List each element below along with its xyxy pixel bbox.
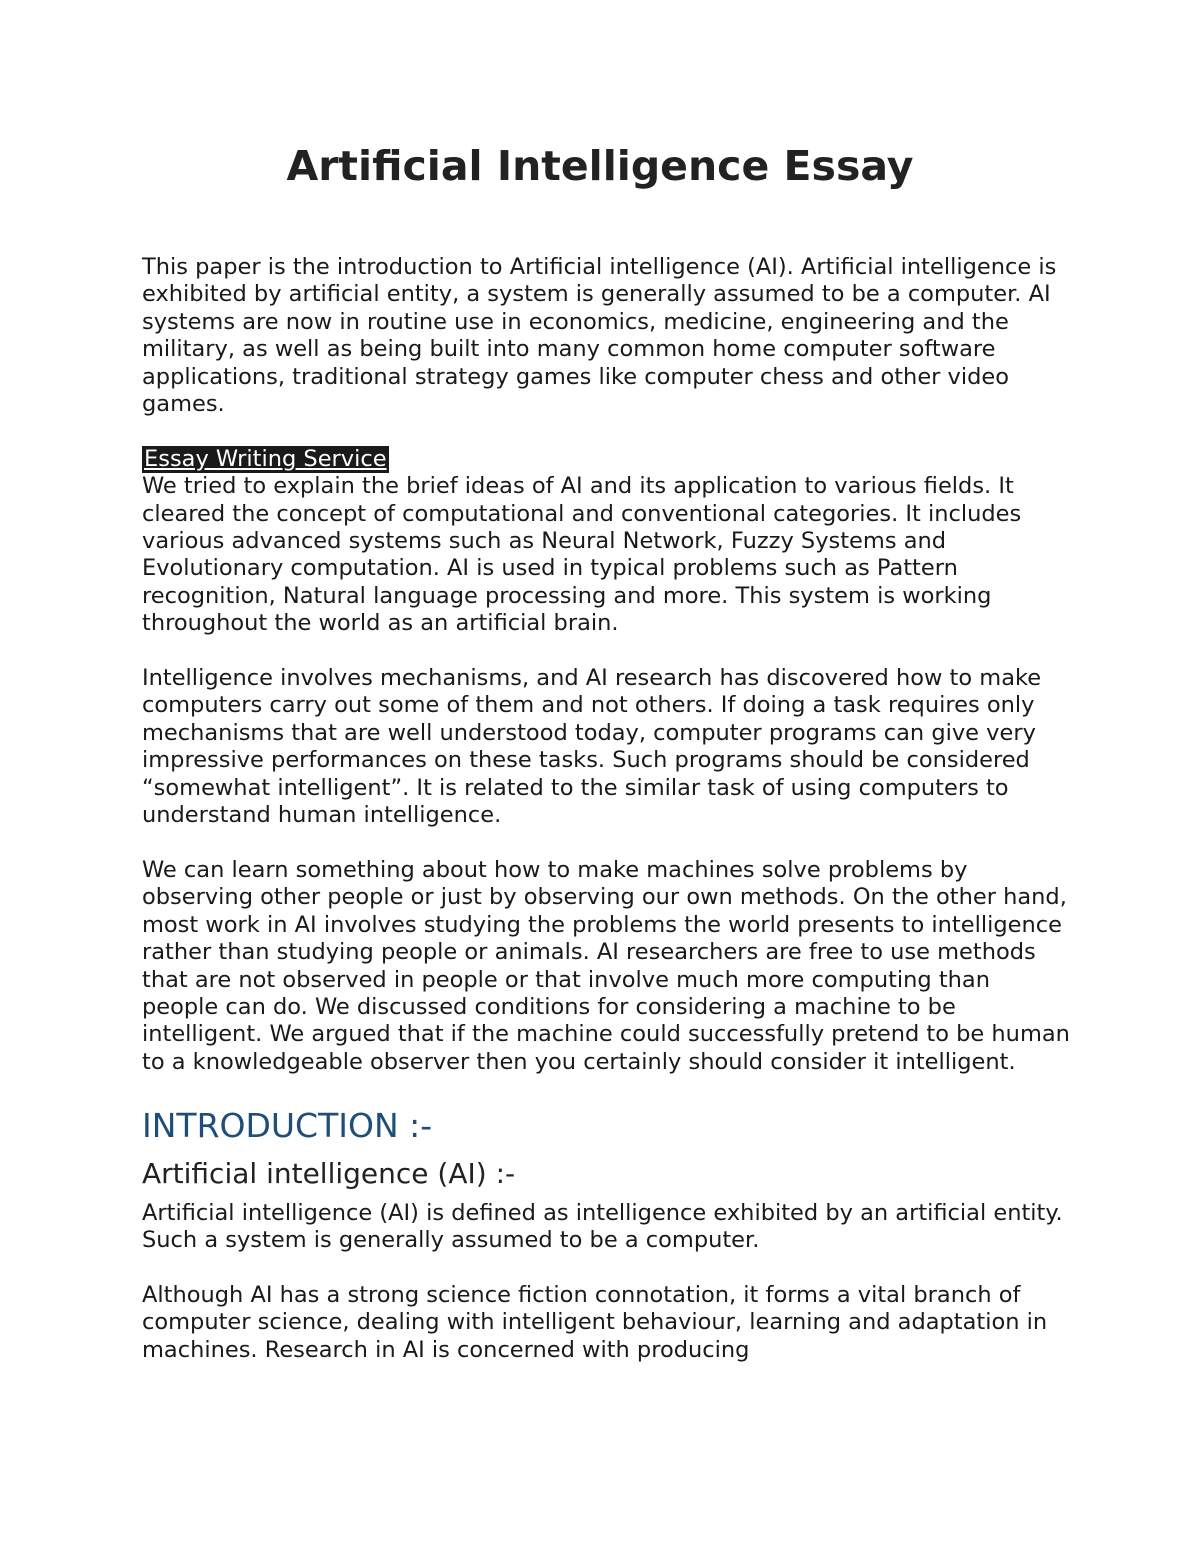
intro-paragraph-2: Although AI has a strong science fiction connotation, it forms a vital branch of computer science, dealing with intelligent behaviour, learning and adaptation in machines. Research in AI is concerned with producing (142, 1281, 1048, 1363)
heading-artificial-intelligence: Artificial intelligence (AI) :- (142, 1156, 516, 1190)
heading-introduction: INTRODUCTION :- (142, 1105, 433, 1145)
document-body (142, 254, 1072, 1364)
paragraph-2: We tried to explain the brief ideas of AI and its application to various fields. It cleared the concept of computational and conventional categories. It includes various advanced systems such as Neural Network, Fuzzy Systems and Evolutionary computation. AI is used in typical problems such as Pattern recognition, Natural language processing and more. This system is working throughout the world as an artificial brain. (142, 473, 1022, 637)
paragraph-1: This paper is the introduction to Artificial intelligence (AI). Artificial intelligence is exhibited by artificial entity, a system is generally assumed to be a computer. AI systems are now in routine use in economics, medicine, engineering and the military, as well as being built into many common home computer software applications, traditional strategy games like computer chess and other video games. (142, 254, 1057, 418)
document-title: Artificial Intelligence Essay (286, 142, 914, 190)
intro-paragraph-1: Artificial intelligence (AI) is defined as intelligence exhibited by an artificial entity. Such a system is generally assumed to be a computer. (142, 1199, 1063, 1253)
paragraph-4: We can learn something about how to make machines solve problems by observing other people or just by observing our own methods. On the other hand, most work in AI involves studying the problems the world presents to intelligence rather than studying people or animals. AI researchers are free to use methods that are not observed in people or that involve much more computing than people can do. We discussed conditions for considering a machine to be intelligent. We argued that if the machine could successfully pretend to be human to a knowledgeable observer then you certainly should consider it intelligent. (142, 856, 1070, 1075)
paragraph-3: Intelligence involves mechanisms, and AI research has discovered how to make computers carry out some of them and not others. If doing a task requires only mechanisms that are well understood today, computer programs can give very impressive performances on these tasks. Such programs should be considered “somewhat intelligent”. It is related to the similar task of using computers to understand human intelligence. (142, 665, 1042, 829)
essay-writing-service-link[interactable]: Essay Writing Service (144, 445, 387, 472)
